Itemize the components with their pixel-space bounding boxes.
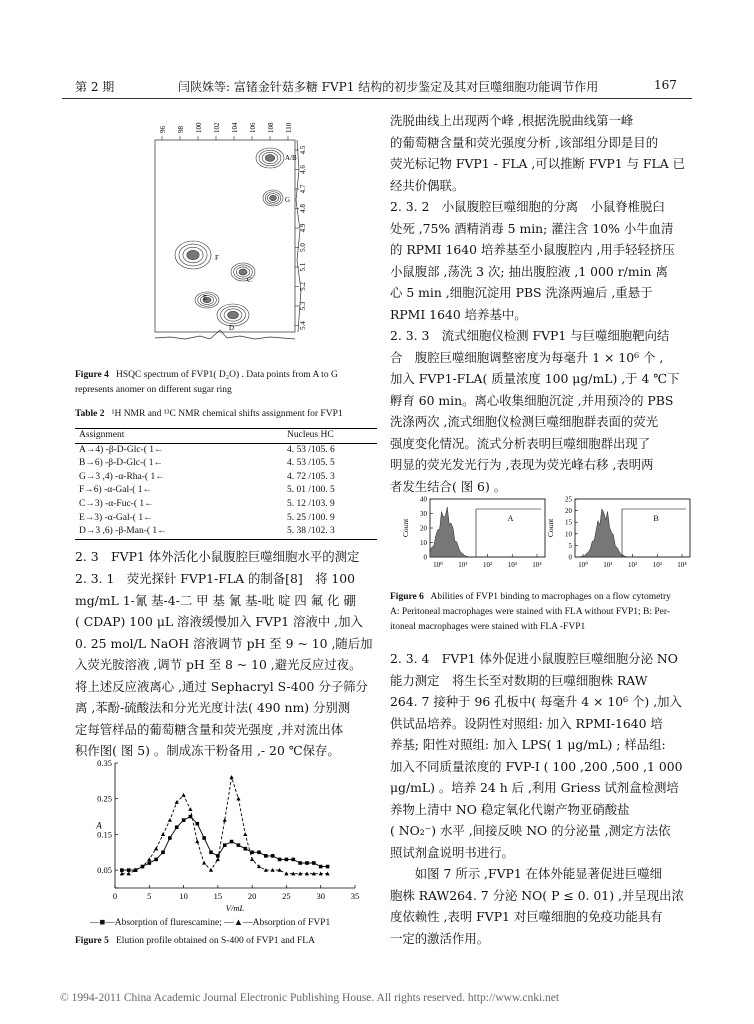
hsqc-right-tick-label: 4.6 — [299, 165, 307, 174]
data-point-triangle — [181, 793, 185, 797]
data-point-triangle — [243, 832, 247, 836]
text-line: 加入不同质量浓度的 FVP-I ( 100 ,200 ,500 ,1 000 — [390, 758, 683, 774]
table-row — [75, 512, 377, 526]
x-tick-label: 10 — [179, 891, 188, 901]
data-point-square — [202, 836, 206, 840]
hsqc-contour — [228, 311, 239, 318]
table-row — [75, 457, 377, 471]
figure-4-caption-line: HSQC spectrum of FVP1( D₂O) . Data points from A to G — [116, 370, 338, 380]
hsqc-peak-label: C — [247, 276, 252, 284]
flow-y-label: Count — [546, 518, 555, 538]
text-line: 处死 ,75% 酒精消毒 5 min; 灌注含 10% 小牛血清 — [390, 220, 674, 236]
y-axis-label: A — [96, 820, 102, 831]
hsqc-contour — [187, 250, 199, 260]
data-point-triangle — [154, 847, 158, 851]
text-line: 0. 25 mol/L NaOH 溶液调节 pH 至 9 ~ 10 ,随后加 — [75, 635, 373, 651]
figure-5-caption-text: Elution profile obtained on S-400 of FVP1 and FLA — [116, 936, 315, 946]
text-line: 小鼠腹部 ,荡洗 3 次; 抽出腹腔液 ,1 000 r/min 离 — [390, 263, 668, 279]
figure-6-caption — [390, 590, 695, 635]
figure-6-caption-line: Abilities of FVP1 binding to macrophages on a flow cytometry — [430, 592, 671, 602]
text-line: 264. 7 接种于 96 孔板中( 每毫升 4 × 10⁶ 个) ,加入 — [390, 694, 682, 709]
x-axis-label: V/mL — [225, 903, 245, 913]
data-point-triangle — [216, 857, 220, 861]
hsqc-top-axis — [159, 122, 293, 140]
hsqc-top-tick-label: 100 — [195, 122, 203, 133]
section-2-3-1 — [75, 568, 380, 762]
hsqc-frame — [155, 140, 295, 332]
hsqc-contour — [239, 269, 247, 275]
text-line: mg/mL 1-氰 基-4-二 甲 基 氰 基-吡 啶 四 氟 化 硼 — [75, 592, 356, 608]
data-point-square — [257, 850, 261, 854]
table-cell: A→4) -β-D-Glc-( 1← — [79, 444, 164, 455]
text-line: 加入 FVP1-FLA( 质量浓度 100 μg/mL) ,于 4 ℃下 — [390, 371, 680, 386]
table-cell: F→6) -α-Gal-( 1← — [79, 485, 153, 496]
hsqc-1d-projection — [155, 330, 295, 339]
hsqc-right-tick-label: 4.7 — [299, 184, 307, 194]
text-line: 定每管样品的葡萄糖含量和荧光强度 ,并对流出体 — [75, 721, 344, 737]
x-tick-label: 30 — [316, 891, 325, 901]
hsqc-top-tick-label: 104 — [231, 122, 239, 133]
data-point-square — [237, 843, 241, 847]
y-tick-label: 0.15 — [97, 829, 112, 840]
data-point-triangle — [147, 857, 151, 861]
text-line: 心 5 min ,细胞沉淀用 PBS 洗涤两遍后 ,重悬于 — [390, 285, 653, 300]
flow-x-tick-label: 10⁴ — [677, 561, 687, 569]
issue-number: 第 2 期 — [75, 80, 115, 94]
hsqc-peak-label: A/B — [285, 154, 297, 162]
x-tick-label: 15 — [213, 891, 223, 901]
data-point-triangle — [209, 868, 213, 872]
text-line: 一定的激活作用。 — [390, 930, 490, 946]
flow-y-tick-label: 25 — [565, 495, 572, 504]
data-point-square — [278, 858, 282, 862]
text-line: μg/mL) 。培养 24 h 后 ,利用 Griess 试剂盒检测培 — [390, 780, 679, 795]
table-cell: 5. 12 /103. 9 — [287, 498, 335, 509]
text-line: 养物上清中 NO 稳定氧化代谢产物亚硝酸盐 — [390, 801, 630, 817]
running-title: 闫陕姝等: 富锗金针菇多糖 FVP1 结构的初步鉴定及其对巨噬细胞功能调节作用 — [178, 80, 599, 94]
table-cell: D→3 ,6) -β-Man-( 1← — [79, 526, 167, 537]
data-point-triangle — [236, 797, 240, 801]
x-tick-label: 5 — [147, 891, 152, 901]
figure-6-label: Figure 6 — [390, 592, 424, 602]
figure-6-flow-cytometry — [390, 495, 695, 580]
flow-x-tick-label: 10⁰ — [578, 561, 588, 569]
data-point-square — [195, 822, 199, 826]
flow-x-tick-label: 10⁰ — [433, 561, 443, 569]
flow-panel-b — [546, 496, 690, 570]
text-line: RPMI 1640 培养基中。 — [390, 306, 527, 322]
data-point-square — [312, 861, 316, 865]
figure-5-label: Figure 5 — [75, 936, 109, 946]
flow-y-tick-label: 10 — [565, 530, 572, 539]
flow-panel-label: B — [653, 514, 659, 523]
text-line: 入荧光胺溶液 ,调节 pH 至 8 ~ 10 ,避光反应过夜。 — [75, 657, 362, 672]
table-2 — [75, 428, 377, 540]
hsqc-right-tick-label: 5.0 — [299, 243, 307, 252]
figure-5-caption — [75, 934, 375, 949]
flow-x-tick-label: 10³ — [507, 561, 517, 569]
table-cell: B→6) -β-D-Glc-( 1← — [79, 458, 163, 469]
figure-6-caption-line: A: Peritoneal macrophages were stained with FLA without FVP1; B: Per- — [390, 607, 671, 617]
data-point-square — [291, 858, 295, 862]
series-line — [122, 777, 328, 873]
data-point-square — [154, 858, 158, 862]
flow-y-tick-label: 20 — [420, 524, 427, 533]
hsqc-peak-label: D — [229, 324, 235, 332]
data-point-square — [305, 861, 309, 865]
data-point-square — [326, 865, 330, 869]
table-cell: 5. 38 /102. 3 — [287, 526, 335, 537]
hsqc-right-tick-label: 4.5 — [299, 145, 307, 155]
flow-panel-label: A — [507, 514, 514, 523]
figure-5-legend: —■—Absorption of flurescamine; —▲—Absorption of FVP1 — [90, 918, 331, 928]
flow-y-tick-label: 30 — [420, 510, 427, 518]
text-line: 胞株 RAW264. 7 分泌 NO( P ≤ 0. 01) ,并呈现出浓 — [390, 887, 684, 903]
table-row — [75, 525, 377, 539]
text-line: 能力测定 将生长至对数期的巨噬细胞株 RAW — [390, 672, 648, 688]
text-line: 的 RPMI 1640 培养基至小鼠腹腔内 ,用手轻轻挤压 — [390, 242, 675, 257]
flow-x-tick-label: 10² — [482, 561, 493, 569]
paragraph-conclusion — [390, 863, 692, 949]
text-line: 照试剂盒说明书进行。 — [390, 844, 514, 860]
table-row — [75, 484, 377, 498]
figure-5-chart — [75, 755, 375, 915]
text-line: 洗涤两次 ,流式细胞仪检测巨噬细胞群表面的荧光 — [390, 414, 659, 429]
data-point-triangle — [188, 807, 192, 811]
hsqc-right-tick-label: 5.4 — [299, 321, 307, 330]
table-cell: 4. 72 /105. 3 — [287, 471, 335, 482]
text-line: 2. 3. 4 FVP1 体外促进小鼠腹腔巨噬细胞分泌 NO — [390, 651, 678, 666]
flow-y-label: Count — [401, 518, 410, 538]
flow-x-tick-label: 10¹ — [458, 561, 468, 569]
data-point-square — [285, 858, 289, 862]
copyright-footer: © 1994-2011 China Academic Journal Electronic Publishing House. All rights reserved. http://www.cnki.net — [60, 992, 560, 1004]
text-line: 强度变化情况。流式分析表明巨噬细胞群出现了 — [390, 435, 651, 451]
table-2-label: Table 2 — [75, 409, 105, 419]
hsqc-top-tick-label: 96 — [159, 126, 167, 133]
table-cell: 5. 01 /100. 5 — [287, 485, 335, 496]
hsqc-top-tick-label: 98 — [177, 126, 185, 133]
hsqc-right-tick-label: 5.2 — [299, 282, 307, 291]
hsqc-top-tick-label: 108 — [267, 122, 275, 133]
flow-histogram — [575, 509, 690, 557]
text-line: 2. 3. 3 流式细胞仪检测 FVP1 与巨噬细胞靶向结 — [390, 328, 670, 343]
data-point-square — [182, 818, 186, 822]
table-cell: 4. 53 /105. 5 — [287, 458, 335, 469]
figure-4-hsqc — [145, 110, 320, 350]
hsqc-top-tick-label: 106 — [249, 122, 257, 133]
table-cell: 4. 53 /105. 6 — [287, 444, 335, 455]
hsqc-right-tick-label: 4.9 — [299, 223, 307, 233]
data-point-triangle — [202, 861, 206, 865]
flow-y-tick-label: 20 — [565, 507, 572, 516]
flow-y-tick-label: 10 — [420, 539, 427, 547]
hsqc-right-tick-label: 4.8 — [299, 204, 307, 213]
data-point-triangle — [161, 832, 165, 836]
text-line: ( NO₂⁻) 水平 ,间接反映 NO 的分泌量 ,测定方法依 — [390, 823, 671, 838]
header-rule — [62, 98, 692, 99]
text-line: 度依赖性 ,表明 FVP1 对巨噬细胞的免疫功能具有 — [390, 909, 663, 924]
table-header-nucleus: Nucleus HC — [287, 430, 334, 440]
hsqc-top-tick-label: 110 — [285, 122, 293, 133]
data-point-triangle — [168, 818, 172, 822]
table-2-title-text: ¹H NMR and ¹³C NMR chemical shifts assignment for FVP1 — [111, 409, 343, 419]
data-point-triangle — [250, 857, 254, 861]
flow-y-tick-label: 5 — [568, 541, 572, 550]
section-2-3-4 — [390, 648, 692, 863]
flow-y-tick-label: 0 — [423, 553, 427, 562]
data-point-square — [168, 836, 172, 840]
data-point-square — [147, 861, 151, 865]
table-header-assignment: Assignment — [79, 430, 125, 440]
text-line: 供试品培养。设阴性对照组: 加入 RPMI-1640 培 — [390, 715, 663, 731]
figure-4-caption — [75, 368, 377, 398]
data-point-square — [209, 850, 213, 854]
data-point-square — [319, 865, 323, 869]
flow-histogram — [430, 507, 545, 557]
text-line: 2. 3. 1 荧光探针 FVP1-FLA 的制备[8] 将 100 — [75, 571, 356, 586]
text-line: 荧光标记物 FVP1 - FLA ,可以推断 FVP1 与 FLA 已 — [390, 156, 686, 171]
chart-axes — [95, 758, 359, 913]
data-point-triangle — [223, 818, 227, 822]
table-cell: C→3) -α-Fuc-( 1← — [79, 498, 154, 509]
text-line: 洗脱曲线上出现两个峰 ,根据洗脱曲线第一峰 — [390, 113, 634, 128]
data-point-triangle — [195, 839, 199, 843]
table-row — [75, 443, 377, 457]
section-2-3-2 — [390, 196, 692, 325]
data-point-square — [271, 854, 275, 858]
hsqc-right-tick-label: 5.3 — [299, 301, 307, 311]
hsqc-peaks — [175, 148, 297, 332]
text-line: 的葡萄糖含量和荧光强度分析 ,该部组分即是目的 — [390, 134, 659, 150]
flow-y-tick-label: 40 — [420, 495, 427, 504]
text-line: 离 ,苯酚-硫酸法和分光光度计法( 490 nm) 分别测 — [75, 700, 351, 715]
x-tick-label: 0 — [112, 891, 118, 901]
figure-6-caption-line: itoneal macrophages were stained with FLA -FVP1 — [390, 622, 586, 632]
y-tick-label: 0.05 — [97, 865, 112, 876]
data-point-square — [243, 847, 247, 851]
hsqc-right-tick-label: 5.1 — [299, 262, 307, 272]
data-point-square — [223, 843, 227, 847]
text-line: 经共价偶联。 — [390, 177, 465, 193]
y-tick-label: 0.35 — [97, 758, 112, 768]
data-point-triangle — [229, 775, 233, 779]
table-2-title — [75, 407, 380, 422]
text-line: ( CDAP) 100 μL 溶液缓慢加入 FVP1 溶液中 ,加入 — [75, 614, 363, 629]
text-line: 明显的荧光发光行为 ,表现为荧光峰右移 ,表明两 — [390, 457, 654, 472]
figure-4-caption-line: represents anomer on different sugar ring — [75, 385, 232, 395]
data-point-square — [264, 854, 268, 858]
text-line: 养基; 阳性对照组: 加入 LPS( 1 μg/mL) ; 样品组: — [390, 737, 666, 752]
flow-x-tick-label: 10² — [627, 561, 638, 569]
text-line: 积作图( 图 5) 。制成冻干粉备用 ,- 20 ℃保存。 — [75, 743, 340, 758]
data-point-square — [298, 861, 302, 865]
table-row — [75, 498, 377, 512]
table-cell: G→3 ,4) -α-Rha-( 1← — [79, 471, 165, 482]
data-point-square — [161, 850, 165, 854]
flow-x-tick-label: 10¹ — [603, 561, 613, 569]
data-point-square — [127, 868, 131, 872]
x-tick-label: 20 — [247, 891, 257, 901]
text-line: 合 腹腔巨噬细胞调整密度为每毫升 1 × 10⁶ 个 , — [390, 349, 664, 365]
y-tick-label: 0.25 — [97, 793, 112, 804]
text-line: 者发生结合( 图 6) 。 — [390, 478, 507, 494]
text-line: 2. 3. 2 小鼠腹腔巨噬细胞的分离 小鼠脊椎脱臼 — [390, 199, 665, 214]
section-2-3-title: 2. 3 FVP1 体外活化小鼠腹腔巨噬细胞水平的测定 — [75, 549, 360, 564]
data-point-square — [120, 868, 124, 872]
flow-x-tick-label: 10³ — [652, 561, 662, 569]
text-line: 孵育 60 min。离心收集细胞沉淀 ,并用预冷的 PBS — [390, 392, 674, 408]
page-number: 167 — [654, 78, 677, 92]
chart-series — [120, 775, 330, 875]
x-tick-label: 35 — [350, 891, 360, 901]
data-point-square — [175, 825, 179, 829]
flow-y-tick-label: 15 — [565, 518, 572, 527]
hsqc-peak-label: F — [215, 254, 219, 262]
hsqc-top-tick-label: 102 — [213, 122, 221, 133]
flow-y-tick-label: 0 — [568, 553, 572, 562]
table-cell: E→3) -α-Gal-( 1← — [79, 512, 153, 523]
hsqc-contour — [265, 155, 275, 162]
section-2-3-3 — [390, 325, 692, 497]
paragraph-elution — [390, 110, 692, 196]
table-header-row — [75, 429, 377, 444]
table-row — [75, 471, 377, 485]
hsqc-peak-label: G — [285, 196, 291, 204]
text-line: 将上述反应液离心 ,通过 Sephacryl S-400 分子筛分 — [75, 678, 368, 694]
table-cell: 5. 25 /100. 9 — [287, 512, 335, 523]
data-point-square — [230, 840, 234, 844]
flow-panel-a — [401, 496, 545, 570]
hsqc-contour — [270, 195, 277, 200]
hsqc-peak-label: E — [203, 294, 208, 302]
text-line: 如图 7 所示 ,FVP1 在体外能显著促进巨噬细 — [390, 866, 662, 881]
x-tick-label: 25 — [282, 891, 291, 901]
figure-4-label: Figure 4 — [75, 370, 109, 380]
hsqc-right-axis — [295, 145, 307, 330]
flow-x-tick-label: 10⁴ — [532, 561, 542, 569]
